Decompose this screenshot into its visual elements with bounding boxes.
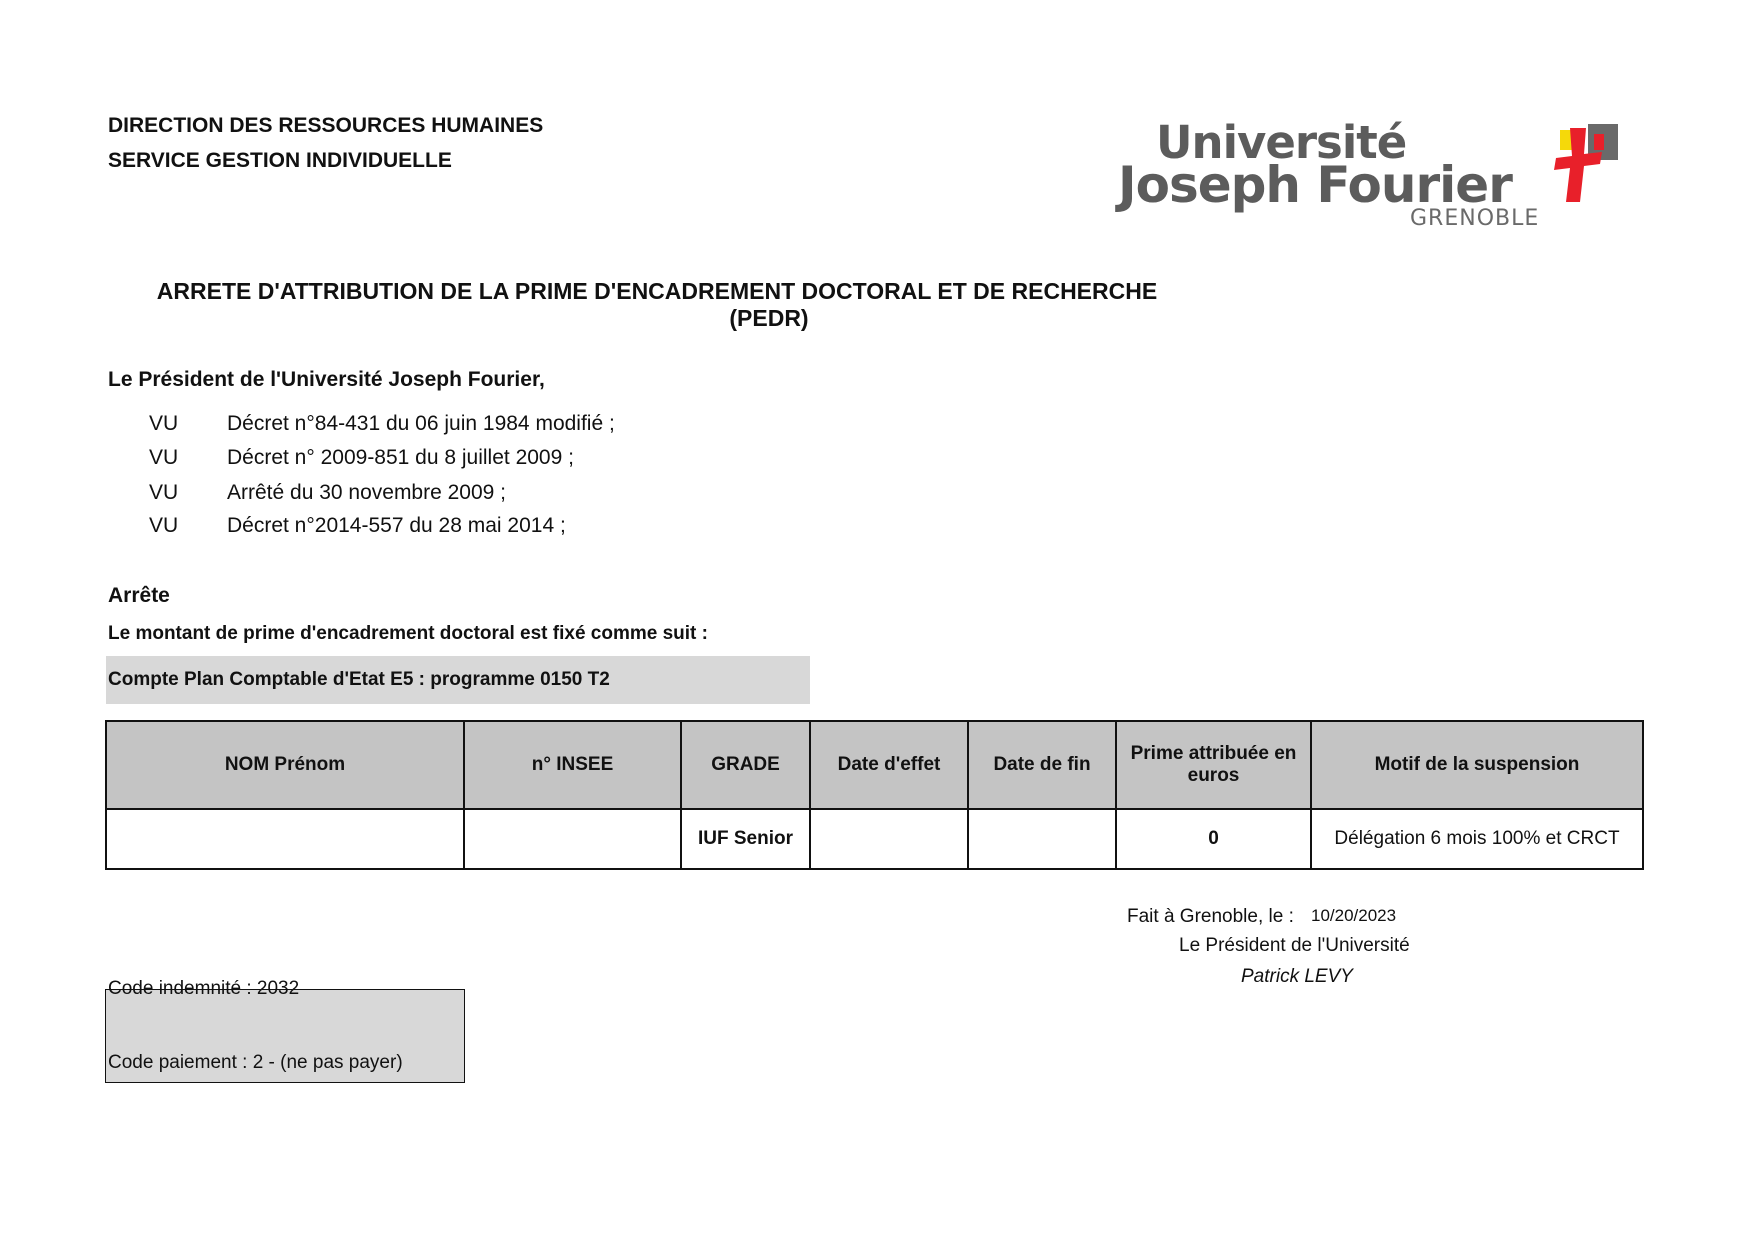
column-header-date-fin: Date de fin [968, 721, 1116, 809]
vu-label: VU [149, 412, 179, 435]
montant-text: Le montant de prime d'encadrement doctoral est fixé comme suit : [108, 623, 708, 644]
document-title [108, 278, 1206, 332]
cell-nom [106, 809, 464, 869]
vu-text: Arrêté du 30 novembre 2009 ; [227, 481, 507, 504]
vu-item [149, 514, 566, 538]
signature-date: 10/20/2023 [1311, 906, 1397, 925]
column-header-grade: GRADE [681, 721, 810, 809]
code-box [105, 978, 465, 1083]
vu-text: Décret n° 2009-851 du 8 juillet 2009 ; [227, 446, 574, 469]
president-heading: Le Président de l'Université Joseph Fourier, [108, 368, 545, 391]
department-name: DIRECTION DES RESSOURCES HUMAINES [108, 114, 544, 137]
signature-role: Le Président de l'Université [1179, 935, 1410, 956]
vu-item [149, 446, 574, 470]
logo-line-grenoble: GRENOBLE [1410, 206, 1540, 231]
cell-insee [464, 809, 681, 869]
vu-label: VU [149, 481, 179, 504]
vu-item [149, 412, 615, 436]
compte-box [106, 656, 810, 704]
code-paiement-text: Code paiement : 2 - (ne pas payer) [108, 1052, 403, 1073]
vu-item [149, 481, 506, 505]
arrete-heading: Arrête [108, 584, 170, 607]
logo-emblem-icon [1550, 124, 1622, 204]
signature-name: Patrick LEVY [1241, 966, 1353, 987]
logo-line-universite: Université [1156, 116, 1407, 169]
vu-text: Décret n°2014-557 du 28 mai 2014 ; [227, 514, 566, 537]
code-indemnite-text: Code indemnité : 2032 [108, 978, 300, 999]
fait-label: Fait à Grenoble, le : [1127, 906, 1294, 927]
column-header-insee: n° INSEE [464, 721, 681, 809]
pedr-table [105, 720, 1644, 870]
table-row [106, 809, 1643, 869]
cell-prime: 0 [1116, 809, 1311, 869]
title-line-1: ARRETE D'ATTRIBUTION DE LA PRIME D'ENCADREMENT DOCTORAL ET DE RECHERCHE [156, 278, 1158, 304]
service-name: SERVICE GESTION INDIVIDUELLE [108, 149, 452, 172]
cell-date-fin [968, 809, 1116, 869]
vu-label: VU [149, 446, 179, 469]
table-header-row [106, 721, 1643, 809]
title-line-2: (PEDR) [729, 305, 809, 331]
cell-date-effet [810, 809, 968, 869]
vu-label: VU [149, 514, 179, 537]
column-header-prime: Prime attribuée en euros [1116, 721, 1311, 809]
compte-text: Compte Plan Comptable d'Etat E5 : programme 0150 T2 [108, 669, 610, 690]
university-logo [1118, 118, 1638, 238]
column-header-motif: Motif de la suspension [1311, 721, 1643, 809]
cell-grade: IUF Senior [681, 809, 810, 869]
column-header-nom: NOM Prénom [106, 721, 464, 809]
cell-motif: Délégation 6 mois 100% et CRCT [1311, 809, 1643, 869]
logo-line-joseph-fourier: Joseph Fourier [1118, 156, 1512, 214]
column-header-date-effet: Date d'effet [810, 721, 968, 809]
vu-text: Décret n°84-431 du 06 juin 1984 modifié ; [227, 412, 615, 435]
